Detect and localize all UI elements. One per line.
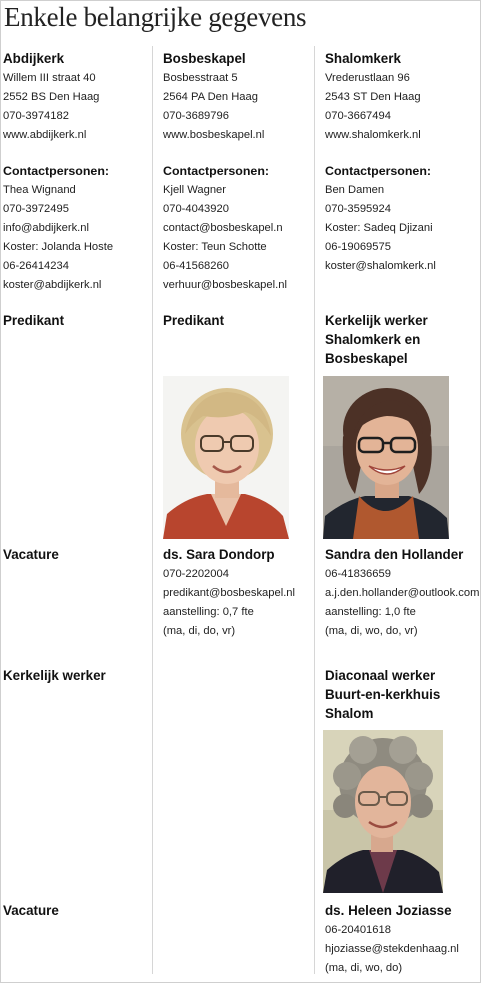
- kerkelijk-werker-heading-line-2: Shalomkerk en: [325, 332, 421, 347]
- abdijkerk-name: Abdijkerk: [3, 51, 65, 66]
- abdijkerk-kerkelijk-werker-vacancy: Vacature: [3, 903, 59, 918]
- kerkelijk-werker-heading-line-3: Bosbeskapel: [325, 351, 408, 366]
- diaconaal-werker-heading-line-1: Diaconaal werker: [325, 668, 436, 683]
- diaconaal-werker-email-link[interactable]: hjoziasse@stekdenhaag.nl: [325, 943, 459, 955]
- abdijkerk-contact-name: Thea Wignand: [3, 184, 76, 196]
- predikant-days: (ma, di, do, vr): [163, 625, 236, 637]
- kerkelijk-werker-phone: 06-41836659: [325, 568, 391, 580]
- shalomkerk-contact-name: Ben Damen: [325, 184, 385, 196]
- kerkelijk-werker-name: Sandra den Hollander: [325, 547, 464, 562]
- bosbeskapel-name: Bosbeskapel: [163, 51, 246, 66]
- shalomkerk-contact-phone: 070-3595924: [325, 203, 391, 215]
- bosbeskapel-koster: Koster: Teun Schotte: [163, 241, 267, 253]
- diaconaal-werker-phone: 06-20401618: [325, 924, 391, 936]
- kerkelijk-werker-fte: aanstelling: 1,0 fte: [325, 606, 416, 618]
- abdijkerk-contact-email-link[interactable]: info@abdijkerk.nl: [3, 222, 89, 234]
- shalomkerk-address-2: 2543 ST Den Haag: [325, 91, 421, 103]
- kerkelijk-werker-days: (ma, di, wo, do, vr): [325, 625, 418, 637]
- diaconaal-werker-portrait-photo: [323, 730, 443, 893]
- column-divider-1: [152, 46, 153, 974]
- abdijkerk-predikant-heading: Predikant: [3, 313, 65, 328]
- predikant-fte: aanstelling: 0,7 fte: [163, 606, 254, 618]
- bosbeskapel-contact-heading: Contactpersonen:: [163, 164, 270, 178]
- abdijkerk-address-2: 2552 BS Den Haag: [3, 91, 100, 103]
- abdijkerk-predikant-vacancy: Vacature: [3, 547, 59, 562]
- page-title: Enkele belangrijke gegevens: [4, 2, 307, 32]
- bosbeskapel-predikant-heading: Predikant: [163, 313, 225, 328]
- shalomkerk-address-1: Vrederustlaan 96: [325, 72, 410, 84]
- shalomkerk-koster-phone: 06-19069575: [325, 241, 391, 253]
- abdijkerk-contact-heading: Contactpersonen:: [3, 164, 110, 178]
- bosbeskapel-phone: 070-3689796: [163, 110, 229, 122]
- shalomkerk-koster: Koster: Sadeq Djizani: [325, 222, 433, 234]
- diaconaal-werker-name: ds. Heleen Joziasse: [325, 903, 452, 918]
- kerkelijk-werker-portrait-photo: [323, 376, 449, 539]
- bosbeskapel-contact-phone: 070-4043920: [163, 203, 229, 215]
- column-divider-2: [314, 46, 315, 974]
- shalomkerk-contact-heading: Contactpersonen:: [325, 164, 432, 178]
- abdijkerk-koster-phone: 06-26414234: [3, 260, 69, 272]
- shalomkerk-website-link[interactable]: www.shalomkerk.nl: [325, 129, 421, 141]
- predikant-phone: 070-2202004: [163, 568, 229, 580]
- diaconaal-werker-days: (ma, di, wo, do): [325, 962, 403, 974]
- shalomkerk-koster-email-link[interactable]: koster@shalomkerk.nl: [325, 260, 436, 272]
- abdijkerk-address-1: Willem III straat 40: [3, 72, 96, 84]
- abdijkerk-kerkelijk-werker-heading: Kerkelijk werker: [3, 668, 106, 683]
- abdijkerk-website-link[interactable]: www.abdijkerk.nl: [3, 129, 87, 141]
- diaconaal-werker-heading-line-3: Shalom: [325, 706, 374, 721]
- bosbeskapel-koster-email-link[interactable]: verhuur@bosbeskapel.nl: [163, 279, 287, 291]
- predikant-email-link[interactable]: predikant@bosbeskapel.nl: [163, 587, 296, 599]
- diaconaal-werker-heading-line-2: Buurt-en-kerkhuis: [325, 687, 441, 702]
- abdijkerk-phone: 070-3974182: [3, 110, 69, 122]
- kerkelijk-werker-heading-line-1: Kerkelijk werker: [325, 313, 428, 328]
- shalomkerk-name: Shalomkerk: [325, 51, 401, 66]
- bosbeskapel-contact-name: Kjell Wagner: [163, 184, 227, 196]
- predikant-name: ds. Sara Dondorp: [163, 547, 275, 562]
- kerkelijk-werker-email-link[interactable]: a.j.den.hollander@outlook.com: [325, 587, 480, 599]
- predikant-portrait-photo: [163, 376, 289, 539]
- bosbeskapel-koster-phone: 06-41568260: [163, 260, 229, 272]
- bosbeskapel-contact-email-link[interactable]: contact@bosbeskapel.n: [163, 222, 283, 234]
- abdijkerk-koster: Koster: Jolanda Hoste: [3, 241, 114, 253]
- bosbeskapel-address-1: Bosbesstraat 5: [163, 72, 238, 84]
- bosbeskapel-address-2: 2564 PA Den Haag: [163, 91, 258, 103]
- abdijkerk-contact-phone: 070-3972495: [3, 203, 69, 215]
- bosbeskapel-website-link[interactable]: www.bosbeskapel.nl: [163, 129, 265, 141]
- shalomkerk-phone: 070-3667494: [325, 110, 391, 122]
- abdijkerk-koster-email-link[interactable]: koster@abdijkerk.nl: [3, 279, 102, 291]
